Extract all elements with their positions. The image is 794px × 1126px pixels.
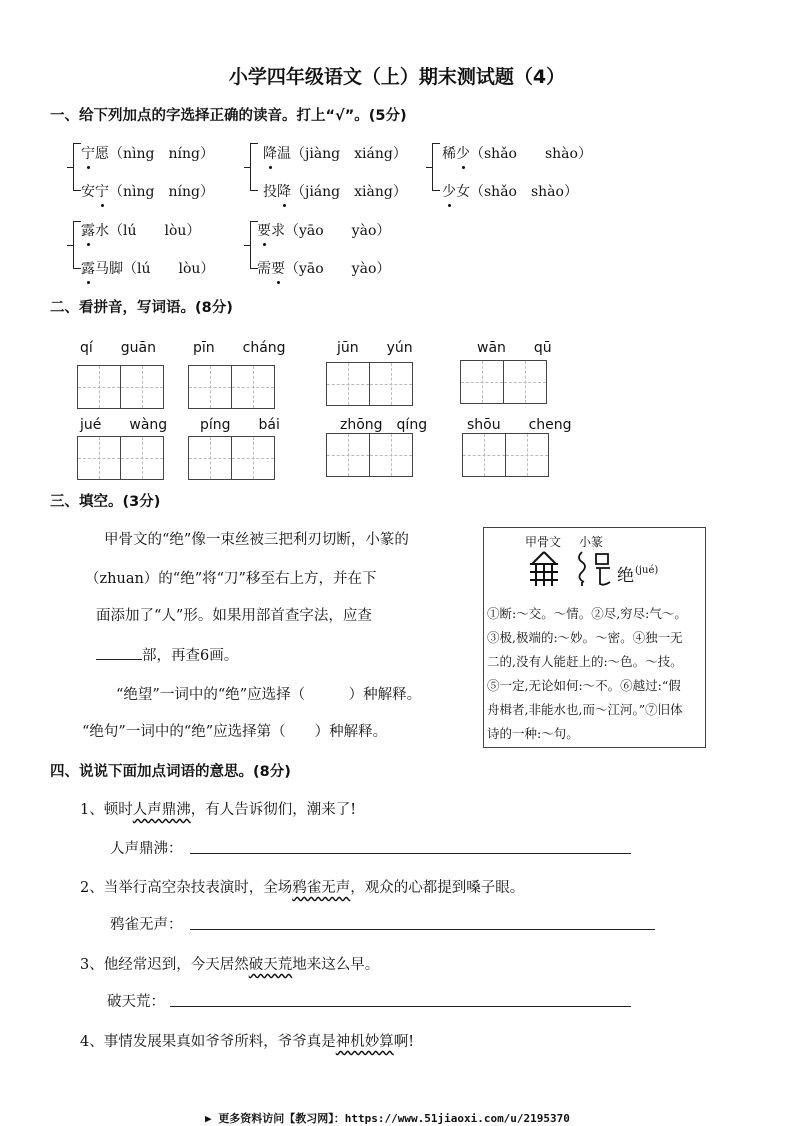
q1-item: 要求（yāo yào） <box>257 220 390 240</box>
q4-sentence: 4、事情发展果真如爷爷所料，爷爷真是神机妙算啊! <box>80 1034 415 1050</box>
paragraph-line: （zhuan）的“绝”将“刀”移至右上方，并在下 <box>85 571 377 587</box>
q1-heading: 一、给下列加点的字选择正确的读音。打上“√”。(5分) <box>50 108 407 124</box>
paragraph-line: 面添加了“人”形。如果用部首查字法，应查 <box>96 608 372 624</box>
writing-grid[interactable] <box>460 360 547 404</box>
pinyin-label: shōu cheng <box>467 417 572 433</box>
brace <box>73 143 81 191</box>
pinyin-label: wān qū <box>477 340 552 356</box>
brace <box>432 143 440 191</box>
answer-line[interactable] <box>190 929 655 930</box>
brace <box>250 143 258 191</box>
writing-grid[interactable] <box>326 433 413 477</box>
q1-item: 露水（lú lòu） <box>81 220 200 240</box>
definition-line: ①断:～交。～情。②尽,穷尽:气～。 <box>487 606 687 621</box>
answer-line[interactable] <box>170 1006 631 1007</box>
definition-line: ③极,极端的:～妙。～密。④独一无 <box>487 630 683 645</box>
page-title: 小学四年级语文（上）期末测试题（4） <box>228 66 566 88</box>
q3-heading: 三、填空。(3分) <box>50 494 161 510</box>
pinyin-label: pīn cháng <box>193 340 286 356</box>
pinyin-label: qí guān <box>80 340 156 356</box>
q1-item: 降温（jiàng xiáng） <box>263 143 407 163</box>
paragraph-line: 甲骨文的“绝”像一束丝被三把利刃切断，小篆的 <box>104 532 409 548</box>
q4-sentence: 3、他经常迟到，今天居然破天荒地来这么早。 <box>80 957 380 973</box>
writing-grid[interactable] <box>188 365 275 409</box>
writing-grid[interactable] <box>77 436 164 480</box>
paragraph-line: “绝句”一词中的“绝”应选择第（ ）种解释。 <box>82 724 388 740</box>
writing-grid[interactable] <box>77 365 164 409</box>
definition-line: 诗的一种:～句。 <box>487 726 579 741</box>
pinyin-label: zhōng qíng <box>340 417 428 433</box>
answer-label: 人声鼎沸： <box>110 841 183 857</box>
paragraph-line: “绝望”一词中的“绝”应选择（ ）种解释。 <box>116 687 422 703</box>
q1-item: 露马脚（lú lòu） <box>81 258 214 278</box>
q1-item: 安宁（nìng níng） <box>81 181 214 201</box>
paragraph-line: 部，再查6画。 <box>96 644 238 665</box>
q2-heading: 二、看拼音，写词语。(8分) <box>50 300 233 316</box>
writing-grid[interactable] <box>462 433 549 477</box>
answer-line[interactable] <box>190 853 631 854</box>
dictionary-box <box>483 527 706 748</box>
q1-item: 稀少（shǎo shào） <box>442 143 592 163</box>
q1-item: 投降（jiáng xiàng） <box>263 181 407 201</box>
writing-grid[interactable] <box>188 436 275 480</box>
pinyin-label: jūn yún <box>337 340 413 356</box>
brace <box>73 221 81 269</box>
pinyin-label: píng bái <box>200 417 280 433</box>
label-seal-script: 小篆 <box>579 535 604 549</box>
q1-item: 需要（yāo yào） <box>257 258 390 278</box>
q1-item: 少女（shǎo shào） <box>442 181 578 201</box>
definition-line: 舟楫者,非能水也,而～江河。”⑦旧体 <box>487 702 683 717</box>
label-oracle-bone: 甲骨文 <box>525 535 562 549</box>
headword: 绝 <box>617 566 634 586</box>
q4-heading: 四、说说下面加点词语的意思。(8分) <box>50 764 291 780</box>
footer-link[interactable]: ▶ 更多资料访问【教习网】：https://www.51jiaoxi.com/u/2195370 <box>205 1112 570 1125</box>
definition-line: ⑤一定,无论如何:～不。⑥越过:“假 <box>487 678 681 693</box>
writing-grid[interactable] <box>326 362 413 406</box>
oracle-bone-glyph-icon <box>524 550 564 588</box>
seal-script-glyph-icon <box>574 548 614 588</box>
pinyin-label: jué wàng <box>80 417 168 433</box>
q1-item: 宁愿（nìng níng） <box>81 143 214 163</box>
q4-sentence: 2、当举行高空杂技表演时，全场鸦雀无声，观众的心都提到嗓子眼。 <box>80 880 525 896</box>
answer-label: 破天荒： <box>107 994 165 1010</box>
definition-line: 二的,没有人能赶上的:～色。～技。 <box>487 654 683 669</box>
q4-sentence: 1、顿时人声鼎沸，有人告诉彻们，潮来了! <box>80 802 357 818</box>
headword-pinyin: (jué) <box>635 565 659 576</box>
answer-blank[interactable] <box>96 659 142 660</box>
answer-label: 鸦雀无声： <box>110 917 183 933</box>
